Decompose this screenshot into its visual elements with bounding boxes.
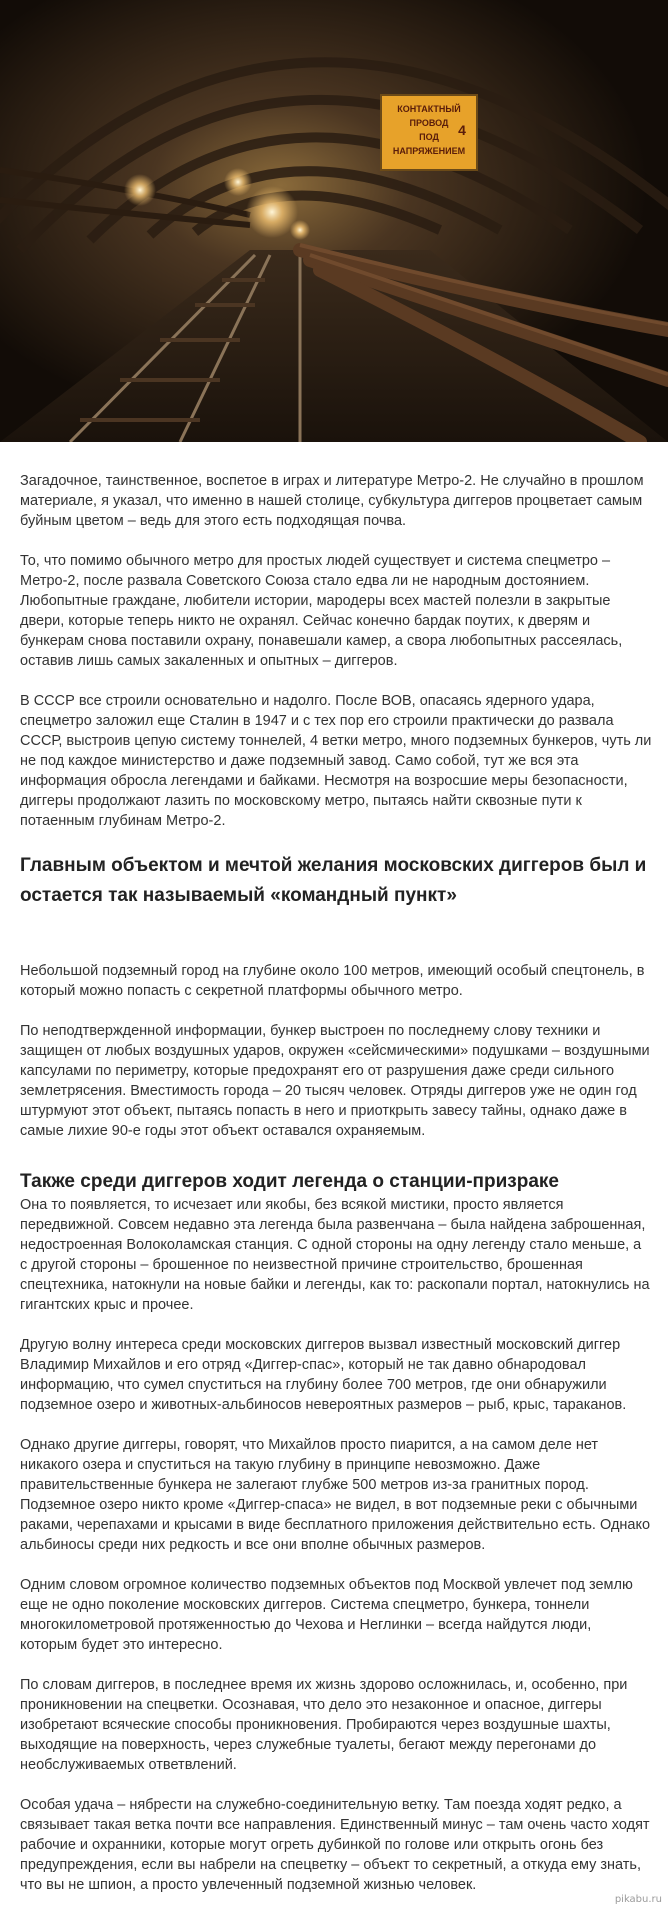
paragraph-penetration: По словам диггеров, в последнее время их жизнь здорово осложнилась, и, особенно, при проникновении на спецветки. Осознавая, что дело это незаконное и опасное, диггеры изобретают всяческие способы проникновения. Пробираются через воздушные шахты, выходящие на поверхность, через служебные туалеты, бегают между перегонами до необслуживаемых ответвлений.	[20, 1677, 628, 1773]
paragraph-underground-city: Небольшой подземный город на глубине около 100 метров, имеющий особый спецтонель, в который можно попасть с секретной платформы обычного метро.	[20, 963, 645, 999]
paragraph-intro: Загадочное, таинственное, воспетое в играх и литературе Метро-2. Не случайно в прошлом материале, я указал, что именно в нашей столице, субкультура диггеров процветает самым буйным цветом – ведь для этого есть подходящая почва.	[20, 473, 644, 529]
paragraph-bunker: По неподтвержденной информации, бункер выстроен по последнему слову техники и защищен от любых воздушных ударов, окружен «сейсмическими» подушками – воздушными капсулами по периметру, которые предохранят его от разрушения даже среди сильного землетрясения. Вместимость города – 20 тысяч человек. Отряды диггеров уже не один год штурмуют этот объект, пытаясь попасть в него и приоткрыть завесу тайны, однако даже в самые лихие 90-е годы этот объект оставался охраняемым.	[20, 1023, 650, 1139]
heading-command-post: Главным объектом и мечтой желания московских диггеров был и остается так называемый «командный пункт»	[20, 855, 647, 906]
tunnel-illustration	[0, 0, 668, 442]
warning-sign-line-1: КОНТАКТНЫЙ	[397, 104, 461, 114]
warning-sign-number: 4	[458, 122, 466, 138]
paragraph-skeptics: Однако другие диггеры, говорят, что Михайлов просто пиарится, а на самом деле нет никакого озера и спуститься на такую глубину в принципе невозможно. Даже правительственные бункера не залегают глубже 500 метров из-за гранитных пород. Подземное озеро никто кроме «Диггер-спаса» не видел, в вот подземные реки с обычными раками, черепахами и крысами в виде бесплатного приложения действительно есть. Однако альбиносы среди них редкость и все они вполне обычных размеров.	[20, 1437, 651, 1553]
heading-ghost-station: Также среди диггеров ходит легенда о станции-призраке	[20, 1171, 559, 1192]
paragraph-mikhailov: Другую волну интереса среди московских диггеров вызвал известный московский диггер Владимир Михайлов и его отряд «Диггер-спас», который не так давно обнародовал информацию, что сумел спуститься на глубину более 700 метров, где они обнаружили подземное озеро и животных-альбиносов невероятных размеров – рыб, крыс, тараканов.	[20, 1337, 627, 1413]
warning-sign-line-2: ПРОВОД	[409, 118, 449, 128]
paragraph-service-branch: Особая удача – нябрести на служебно-соединительную ветку. Там поезда ходят редко, а связывает такая ветка почти все направления. Единственный минус – там очень часто ходят рабочие и охранники, которые могут огреть дубинкой по голове или открыть огонь без предупреждения, если вы набрели на спецветку – объект то секретный, а откуда ему знать, что вы не шпион, а просто увлеченный подземной жизнью человек.	[20, 1797, 650, 1893]
paragraph-ghost-station: Она то появляется, то исчезает или якобы, без всякой мистики, просто является передвижной. Совсем недавно эта легенда была развенчана – была найдена заброшенная, недостроенная Волоколамская станция. С одной стороны на одну легенду стало меньше, а с другой стороны – брошенное по неизвестной причине строительство, брошенная спецтехника, натокнули на новые байки и легенды, как то: раскопали портал, натокнулись на гигантских крыс и прочее.	[20, 1197, 650, 1313]
article-body	[20, 471, 652, 1895]
site-watermark: pikabu.ru	[614, 1894, 662, 1905]
paragraph-ussr-construction: В СССР все строили основательно и надолго. После ВОВ, опасаясь ядерного удара, спецметро заложил еще Сталин в 1947 и с тех пор его строили практически до развала СССР, выстроив цепую систему тоннелей, 4 ветки метро, много подземных бункеров, чуть ли не под каждое министерство и даже подземный завод. Само собой, тут же вся эта информация обросла легендами и байками. Несмотря на возросшие меры безопасности, диггеры продолжают лазить по московскому метро, пытаясь найти сквозные пути к потаенным глубинам Метро-2.	[20, 693, 652, 829]
paragraph-future-diggers: Одним словом огромное количество подземных объектов под Москвой увлечет под землю еще не одно поколение московских диггеров. Система спецметро, бункера, тоннели многокилометровой протяженностью до Чехова и Неглинки – всегда найдутся люди, которым будет это интересно.	[20, 1577, 633, 1653]
warning-sign	[381, 95, 477, 170]
warning-sign-line-3: ПОД	[419, 132, 439, 142]
warning-sign-line-4: НАПРЯЖЕНИЕМ	[392, 146, 466, 156]
tunnel-photo	[0, 0, 668, 442]
paragraph-metro2-history: То, что помимо обычного метро для простых людей существует и система спецметро – Метро-2, после развала Советского Союза стало едва ли не народным достоянием. Любопытные граждане, любители истории, мародеры всех мастей полезли в закрытые двери, которые теперь никто не охранял. Сейчас конечно бардак поутих, к дверям и бункерам снова поставили охрану, понавешали камер, а свора любопытных рассеялась, оставив лишь самых закаленных и опытных – диггеров.	[20, 553, 623, 669]
